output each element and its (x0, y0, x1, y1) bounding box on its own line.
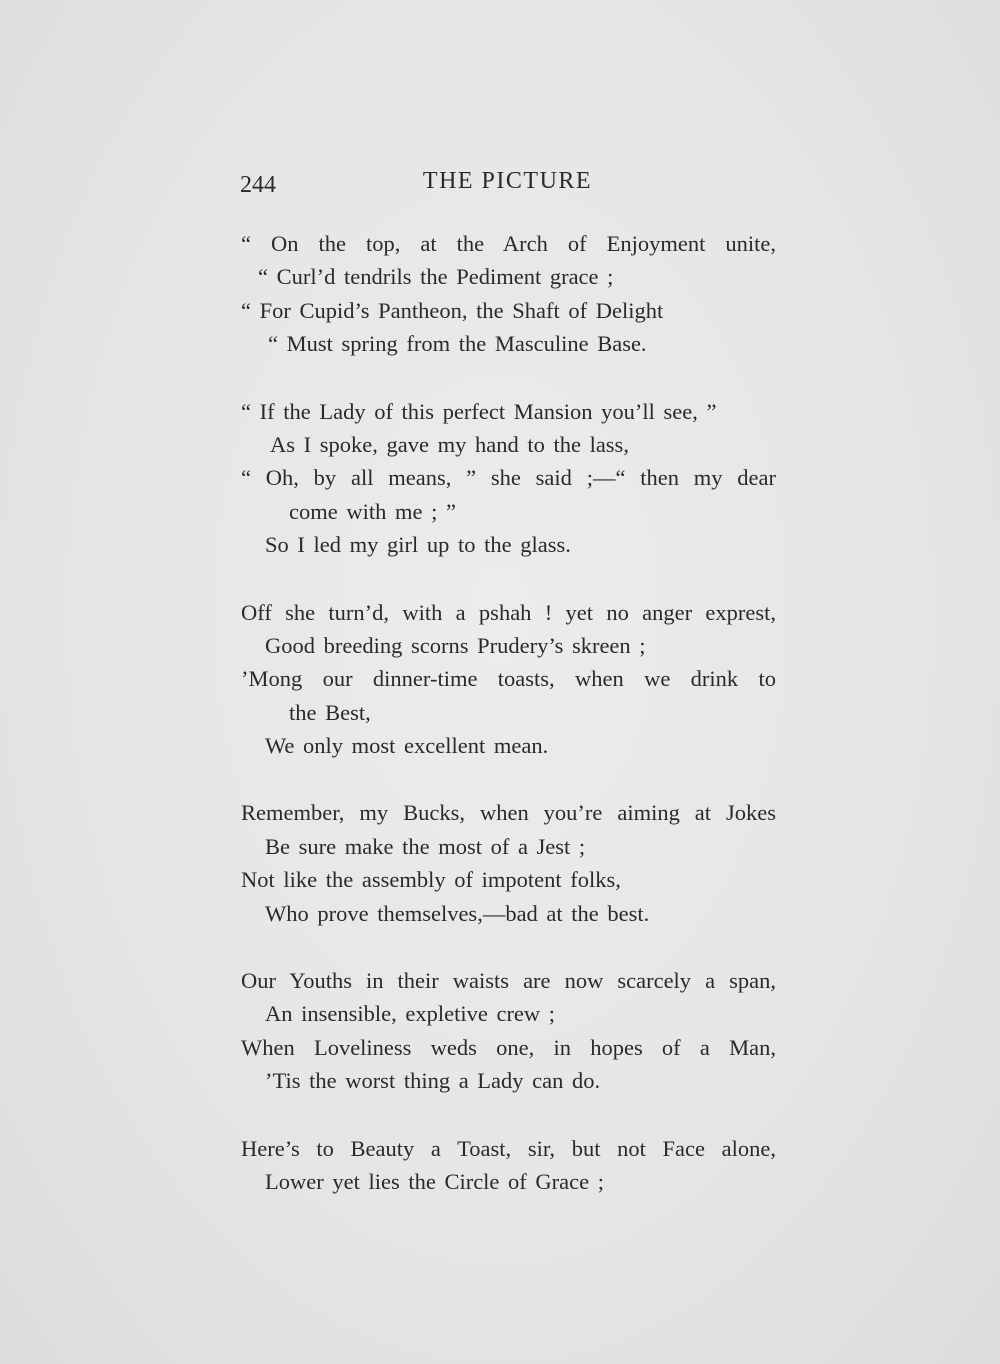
stanza-1 (241, 227, 781, 361)
poem-body (241, 227, 781, 1232)
verse-line: Here’s to Beauty a Toast, sir, but not Face alone, (241, 1135, 776, 1161)
running-title: THE PICTURE (422, 168, 593, 194)
verse-line: come with me ; ” (289, 498, 456, 524)
verse-line: Be sure make the most of a Jest ; (265, 833, 586, 859)
stanza-3 (241, 596, 781, 763)
running-head (240, 168, 775, 202)
verse-line: Lower yet lies the Circle of Grace ; (265, 1168, 604, 1194)
verse-line: “ Must spring from the Masculine Base. (268, 331, 647, 357)
verse-line: “ Oh, by all means, ” she said ;—“ then my dear (241, 465, 776, 491)
stanza-6 (241, 1132, 781, 1199)
page-number: 244 (240, 172, 276, 198)
verse-line: Our Youths in their waists are now scarcely a span, (241, 968, 776, 994)
verse-line: “ If the Lady of this perfect Mansion you’ll see, ” (241, 398, 717, 424)
verse-line: ’Mong our dinner-time toasts, when we drink to (241, 666, 776, 692)
verse-line: “ Curl’d tendrils the Pediment grace ; (258, 264, 614, 290)
stanza-2 (241, 395, 781, 562)
verse-line: Off she turn’d, with a pshah ! yet no anger exprest, (241, 599, 776, 625)
verse-line: Remember, my Bucks, when you’re aiming at Jokes (241, 800, 776, 826)
verse-line: We only most excellent mean. (265, 733, 549, 759)
verse-line: When Loveliness weds one, in hopes of a Man, (241, 1034, 776, 1060)
verse-line: An insensible, expletive crew ; (265, 1001, 556, 1027)
verse-line: As I spoke, gave my hand to the lass, (270, 431, 629, 457)
verse-line: Who prove themselves,—bad at the best. (265, 900, 650, 926)
verse-line: Not like the assembly of impotent folks, (241, 867, 621, 893)
stanza-4 (241, 796, 781, 930)
verse-line: the Best, (289, 699, 371, 725)
verse-line: Good breeding scorns Prudery’s skreen ; (265, 632, 646, 658)
verse-line: So I led my girl up to the glass. (265, 532, 571, 558)
verse-line: “ On the top, at the Arch of Enjoyment unite, (241, 231, 776, 256)
stanza-5 (241, 964, 781, 1098)
verse-line: “ For Cupid’s Pantheon, the Shaft of Delight (241, 297, 664, 323)
verse-line: ’Tis the worst thing a Lady can do. (265, 1068, 601, 1094)
